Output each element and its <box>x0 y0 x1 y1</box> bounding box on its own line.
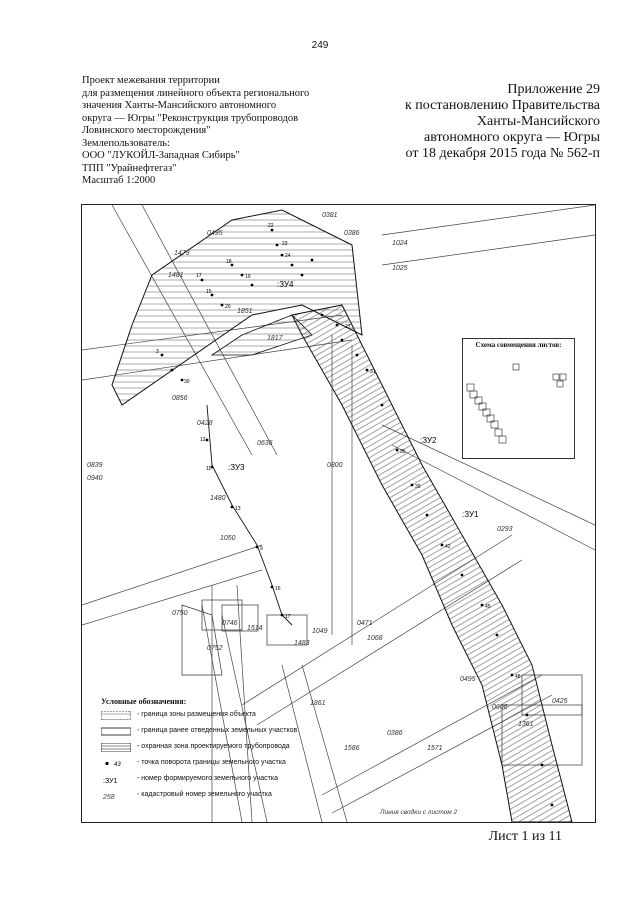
svg-text:11: 11 <box>206 466 212 472</box>
page-number: 249 <box>311 40 329 51</box>
legend-symbol <box>101 791 131 800</box>
sheet-layout-inset <box>462 338 575 459</box>
legend-text: - номер формируемого земельного участка <box>137 775 278 782</box>
legend-symbol <box>101 759 131 768</box>
svg-text:3: 3 <box>156 349 159 355</box>
svg-text:43: 43 <box>114 762 121 768</box>
svg-text:0293: 0293 <box>497 526 513 533</box>
svg-text:39: 39 <box>415 484 421 490</box>
header-right-line: автономного округа — Югры <box>424 130 600 145</box>
svg-text:0471: 0471 <box>357 620 373 627</box>
svg-text:258: 258 <box>103 794 115 800</box>
header-left-line: значения Ханты-Мансийского автономного <box>82 100 277 111</box>
svg-text:1025: 1025 <box>392 265 408 272</box>
svg-text:27: 27 <box>345 324 351 330</box>
svg-text:0839: 0839 <box>87 462 103 469</box>
zone-label: :ЗУ1 <box>462 510 479 519</box>
svg-text:1050: 1050 <box>220 535 236 542</box>
svg-text:1483: 1483 <box>294 640 310 647</box>
header-right-line: к постановлению Правительства <box>404 98 600 113</box>
svg-text:31: 31 <box>370 369 376 375</box>
legend-item <box>101 726 341 742</box>
svg-text:1068: 1068 <box>367 635 383 642</box>
legend-text: - граница зоны размещения объекта <box>137 711 256 718</box>
legend-item <box>101 758 341 774</box>
header-left-line: Землепользователь: <box>82 137 170 149</box>
svg-text:1817: 1817 <box>267 335 283 342</box>
svg-text:22: 22 <box>268 223 274 229</box>
svg-text:45: 45 <box>485 604 491 610</box>
svg-text:23: 23 <box>282 241 288 247</box>
svg-text:18: 18 <box>226 259 232 265</box>
legend-item <box>101 710 341 726</box>
appendix-header <box>340 82 600 162</box>
svg-text:17: 17 <box>285 614 291 620</box>
svg-text:0636: 0636 <box>257 440 273 447</box>
legend-item <box>101 790 341 806</box>
svg-text:0495: 0495 <box>460 676 476 683</box>
svg-text:24: 24 <box>285 253 291 259</box>
header-left-line: Масштаб 1:2000 <box>82 175 156 186</box>
legend-text: - точка поворота границы земельного участка <box>137 759 286 766</box>
legend-text: - кадастровый номер земельного участка <box>137 791 272 798</box>
svg-text:12: 12 <box>200 437 206 443</box>
svg-text:0495: 0495 <box>207 230 223 237</box>
svg-text:1481: 1481 <box>168 272 184 279</box>
svg-text:0752: 0752 <box>207 645 223 652</box>
sheet-counter: Лист 1 из 11 <box>488 829 562 844</box>
svg-text:1049: 1049 <box>312 628 328 635</box>
svg-text:0386: 0386 <box>344 230 360 237</box>
svg-text:20: 20 <box>225 304 231 310</box>
svg-text:1514: 1514 <box>247 625 263 632</box>
legend-item <box>101 742 341 758</box>
zone-label: :ЗУ2 <box>420 436 437 445</box>
legend <box>101 697 341 806</box>
svg-text::ЗУ1: :ЗУ1 <box>103 778 118 784</box>
header-left-line: Ловинского месторождения" <box>82 125 211 136</box>
svg-text:1361: 1361 <box>518 721 534 728</box>
svg-text:9: 9 <box>260 546 263 552</box>
header-left-line: ТПП "Урайнефтегаз" <box>82 162 177 174</box>
svg-text:13: 13 <box>235 506 241 512</box>
svg-text:42: 42 <box>445 544 451 550</box>
inset-title: Схема совмещения листов: <box>475 341 562 349</box>
legend-text: - граница ранее отведенных земельных участков <box>137 727 298 734</box>
zone-zu3 <box>207 405 292 625</box>
svg-text:1861: 1861 <box>310 700 326 707</box>
header-left-line: для размещения линейного объекта регионального <box>82 87 310 99</box>
legend-title: Условные обозначения: <box>101 697 187 706</box>
header-left-line: Проект межевания территории <box>82 75 220 86</box>
svg-text:0606: 0606 <box>492 704 508 711</box>
svg-text:1851: 1851 <box>237 308 253 315</box>
legend-symbol <box>101 775 131 784</box>
header-left-line: округа — Югры "Реконструкция трубопроводов <box>82 112 299 124</box>
svg-text:0425: 0425 <box>552 698 568 705</box>
svg-text:1480: 1480 <box>210 495 226 502</box>
svg-text:0750: 0750 <box>172 610 188 617</box>
zone-label: :ЗУ3 <box>228 463 245 472</box>
svg-text:17: 17 <box>196 273 202 279</box>
legend-item <box>101 774 341 790</box>
zone-label: :ЗУ4 <box>277 280 294 289</box>
svg-text:1586: 1586 <box>344 745 360 752</box>
svg-text:1479: 1479 <box>174 250 190 257</box>
header-right-line: Ханты-Мансийского <box>476 114 600 129</box>
svg-text:15: 15 <box>206 289 212 295</box>
legend-text: - охранная зона проектируемого трубопровода <box>137 743 290 750</box>
svg-text:0381: 0381 <box>322 212 338 219</box>
svg-text:0386: 0386 <box>387 730 403 737</box>
header-right-line: от 18 декабря 2015 года № 562-п <box>405 146 600 161</box>
project-description <box>82 75 372 188</box>
svg-text:16: 16 <box>275 586 281 592</box>
legend-symbol <box>101 727 131 736</box>
legend-symbol <box>101 711 131 720</box>
header-right-line: Приложение 29 <box>507 82 600 97</box>
svg-text:0428: 0428 <box>197 420 213 427</box>
svg-text:0856: 0856 <box>172 395 188 402</box>
svg-text:0746: 0746 <box>222 620 238 627</box>
svg-text:0940: 0940 <box>87 475 103 482</box>
svg-text:48: 48 <box>515 674 521 680</box>
svg-text:1024: 1024 <box>392 240 408 247</box>
inset-sheets <box>463 339 574 458</box>
svg-text:35: 35 <box>400 449 406 455</box>
svg-text:0800: 0800 <box>327 462 343 469</box>
legend-symbol <box>101 743 131 752</box>
svg-text:19: 19 <box>245 274 251 280</box>
svg-text:30: 30 <box>184 379 190 385</box>
svg-text:1571: 1571 <box>427 745 443 752</box>
header-left-line: ООО "ЛУКОЙЛ-Западная Сибирь" <box>82 150 240 161</box>
sheet-junction-note: Линия сводки с листом 2 <box>380 809 458 816</box>
